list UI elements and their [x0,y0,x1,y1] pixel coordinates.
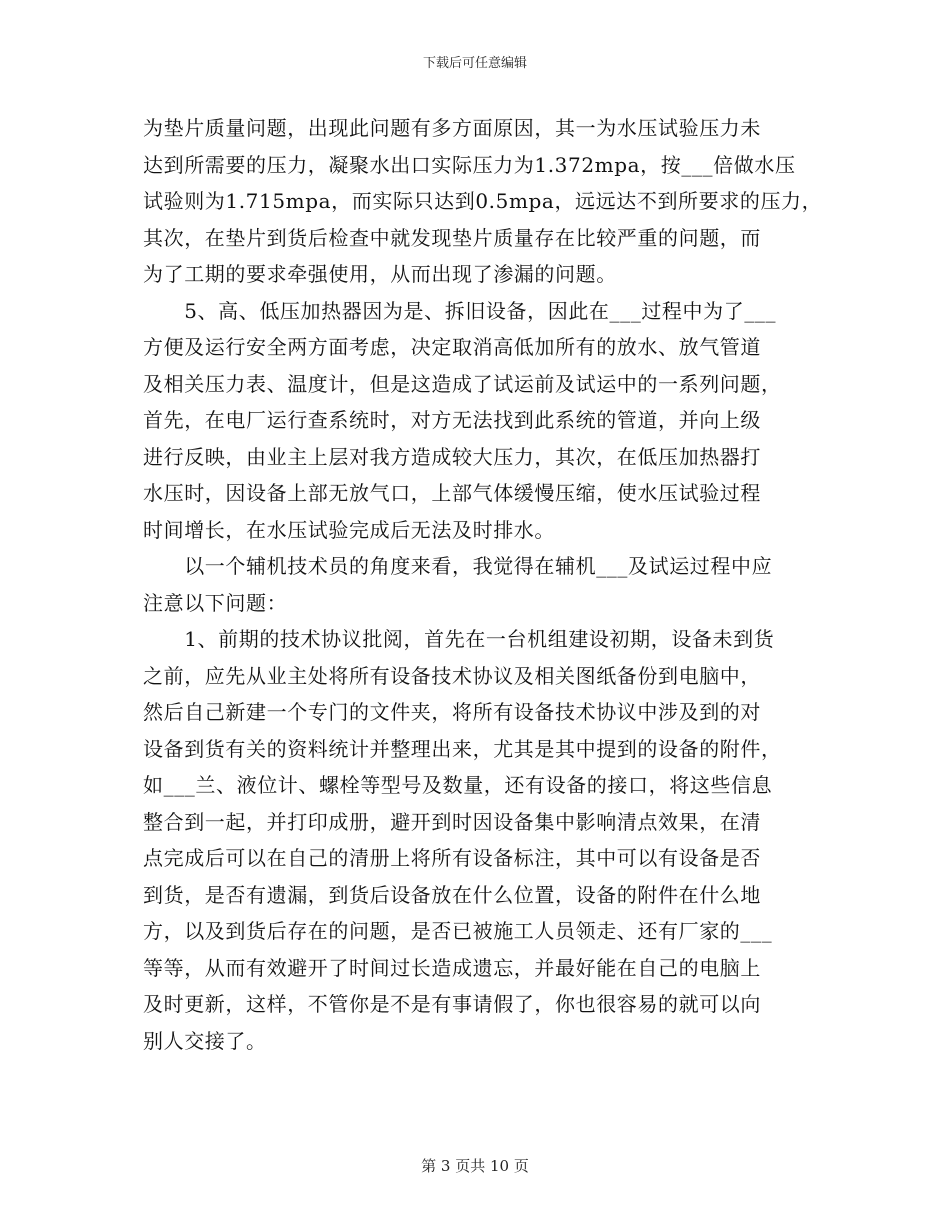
text-line: 时间增长，在水压试验完成后无法及时排水。 [143,517,555,542]
text-line: 及相关压力表、温度计，但是这造成了试运前及试运中的一系列问题， [143,371,782,396]
text-line: 1、前期的技术协议批阅，首先在一台机组建设初期，设备未到货 [143,627,775,651]
text-line: 到货，是否有遗漏，到货后设备放在什么位置，设备的附件在什么地 [143,882,761,907]
document-body [143,110,823,1059]
text-line: 等等，从而有效避开了时间过长造成遗忘，并最好能在自己的电脑上 [143,955,761,980]
text-line: 试验则为1.715mpa，而实际只达到0.5mpa，远远达不到所要求的压力， [143,189,823,213]
text-line: 方，以及到货后存在的问题，是否已被施工人员领走、还有厂家的___ [143,919,773,943]
text-line: 注意以下问题： [143,590,288,615]
text-line: 别人交接了。 [143,1028,267,1053]
text-line: 方便及运行安全两方面考虑，决定取消高低加所有的放水、放气管道 [143,335,761,359]
text-line: 及时更新，这样，不管你是不是有事请假了，你也很容易的就可以向 [143,992,761,1016]
text-line: 达到所需要的压力，凝聚水出口实际压力为1.372mpa，按___倍做水压 [143,152,796,177]
page-header: 下载后可任意编辑 [422,56,527,71]
text-line: 为垫片质量问题，出现此问题有多方面原因，其一为水压试验压力未 [143,116,761,140]
text-line: 然后自己新建一个专门的文件夹，将所有设备技术协议中涉及到的对 [143,700,761,724]
text-line: 如___兰、液位计、螺栓等型号及数量，还有设备的接口，将这些信息 [143,773,773,797]
text-line: 首先，在电厂运行查系统时，对方无法找到此系统的管道，并向上级 [143,408,761,432]
text-line: 水压时，因设备上部无放气口，上部气体缓慢压缩，使水压试验过程 [143,481,761,505]
text-line: 其次，在垫片到货后检查中就发现垫片质量存在比较严重的问题，而 [143,225,761,250]
text-line: 为了工期的要求牵强使用，从而出现了渗漏的问题。 [143,262,617,286]
text-line: 整合到一起，并打印成册，避开到时因设备集中影响清点效果，在清 [143,809,761,834]
text-line: 以一个辅机技术员的角度来看，我觉得在辅机___及试运过程中应 [143,554,773,578]
text-line: 设备到货有关的资料统计并整理出来，尤其是其中提到的设备的附件， [143,736,782,761]
page-footer: 第 3 页共 10 页 [421,1157,529,1175]
text-line: 点完成后可以在自己的清册上将所有设备标注，其中可以有设备是否 [143,846,761,870]
text-line: 5、高、低压加热器因为是、拆旧设备，因此在___过程中为了___ [143,298,777,323]
text-line: 之前，应先从业主处将所有设备技术协议及相关图纸备份到电脑中， [143,663,761,688]
text-line: 进行反映，由业主上层对我方造成较大压力，其次，在低压加热器打 [143,444,761,469]
